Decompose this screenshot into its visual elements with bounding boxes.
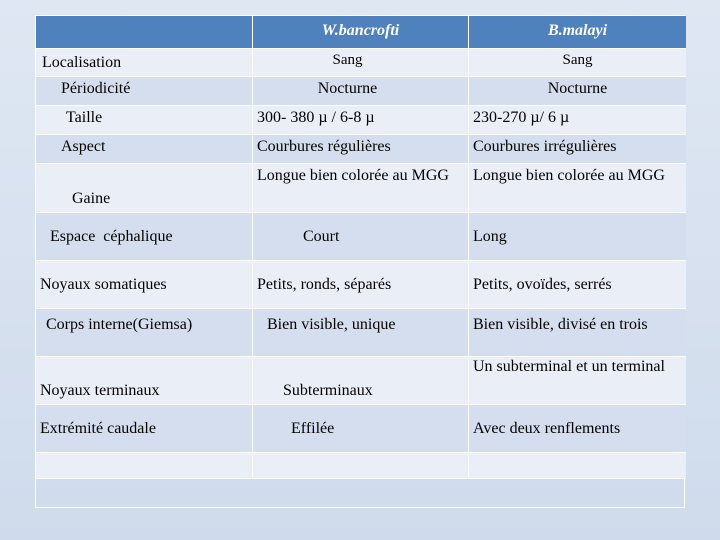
- row-corps-interne-b: Bien visible, divisé en trois: [469, 309, 686, 357]
- row-noyaux-somatiques-b: Petits, ovoïdes, serrés: [469, 261, 686, 309]
- row-empty-b: [469, 453, 686, 479]
- header-w-bancrofti: W.bancrofti: [253, 16, 469, 49]
- row-label-aspect: Aspect: [36, 135, 253, 164]
- row-periodicite-w: Nocturne: [253, 77, 469, 106]
- header-empty-cell: [36, 16, 253, 49]
- row-label-extremite-caudale: Extrémité caudale: [36, 405, 253, 453]
- row-aspect-w: Courbures régulières: [253, 135, 469, 164]
- row-corps-interne-w: Bien visible, unique: [253, 309, 469, 357]
- row-espace-cephalique-w: Court: [253, 213, 469, 261]
- row-gaine-b: Longue bien colorée au MGG: [469, 164, 686, 213]
- row-label-gaine: Gaine: [36, 164, 253, 213]
- row-empty-w: [253, 453, 469, 479]
- row-label-corps-interne: Corps interne(Giemsa): [36, 309, 253, 357]
- row-extremite-caudale-w: Effilée: [253, 405, 469, 453]
- row-empty-label: [36, 453, 253, 479]
- row-taille-w: 300- 380 µ / 6-8 µ: [253, 106, 469, 135]
- row-label-periodicite: Périodicité: [36, 77, 253, 106]
- row-noyaux-somatiques-w: Petits, ronds, séparés: [253, 261, 469, 309]
- row-noyaux-terminaux-b: Un subterminal et un terminal: [469, 357, 686, 405]
- row-label-noyaux-somatiques: Noyaux somatiques: [36, 261, 253, 309]
- row-extremite-caudale-b: Avec deux renflements: [469, 405, 686, 453]
- comparison-table: [35, 15, 685, 508]
- row-label-espace-cephalique: Espace céphalique: [36, 213, 253, 261]
- row-label-localisation: Localisation: [36, 49, 253, 77]
- header-b-malayi: B.malayi: [469, 16, 686, 49]
- row-label-noyaux-terminaux: Noyaux terminaux: [36, 357, 253, 405]
- row-espace-cephalique-b: Long: [469, 213, 686, 261]
- row-label-taille: Taille: [36, 106, 253, 135]
- row-localisation-b: Sang: [469, 49, 686, 77]
- row-localisation-w: Sang: [253, 49, 469, 77]
- row-periodicite-b: Nocturne: [469, 77, 686, 106]
- row-taille-b: 230-270 µ/ 6 µ: [469, 106, 686, 135]
- row-noyaux-terminaux-w: Subterminaux: [253, 357, 469, 405]
- row-aspect-b: Courbures irrégulières: [469, 135, 686, 164]
- row-gaine-w: Longue bien colorée au MGG: [253, 164, 469, 213]
